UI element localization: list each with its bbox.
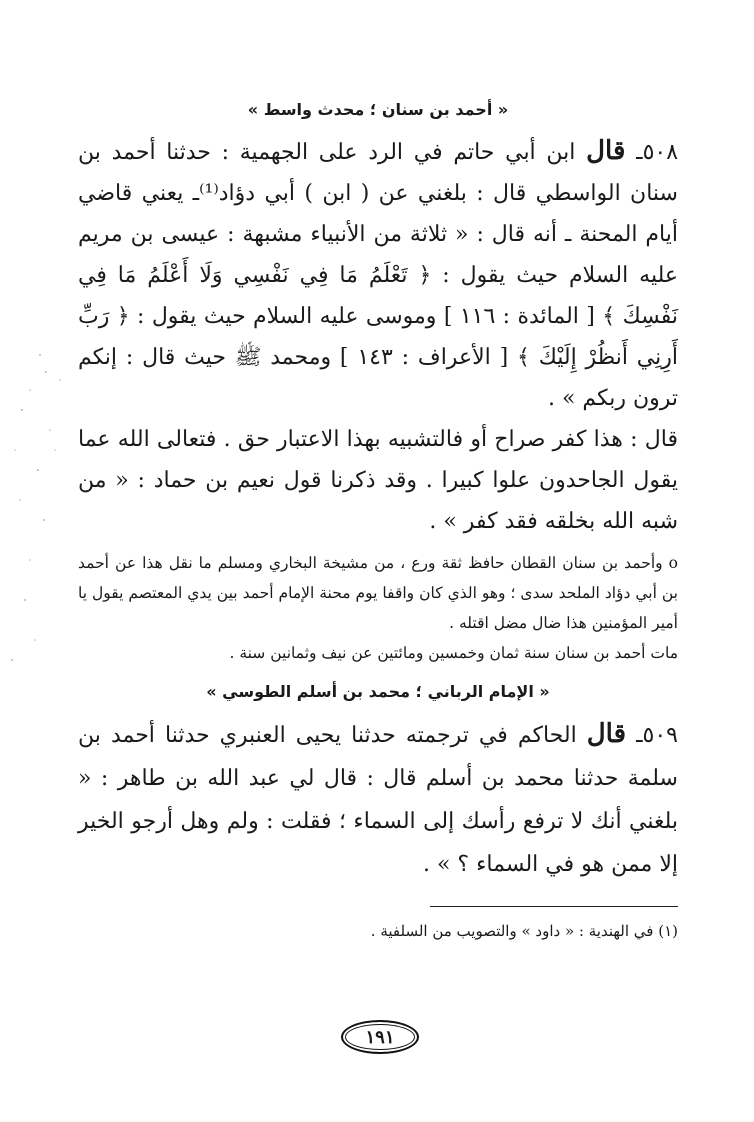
page-number: ١٩١ <box>341 1020 419 1054</box>
entry-508-commentary: قال : هذا كفر صراح أو فالتشبيه بهذا الاعتبار حق . فتعالى الله عما يقول الجاحدون علوا كبيرا . وقد ذكرنا قول نعيم بن حماد : « من شبه الله بخلقه فقد كفر » . <box>78 427 678 534</box>
entry-qal: قال <box>586 719 627 749</box>
entry-qal: قال <box>586 136 626 166</box>
section-heading-muhammad-ibn-aslam: « الإمام الرباني ؛ محمد بن أسلم الطوسي » <box>206 682 550 701</box>
entry-number: ٥٠٩ـ <box>636 723 678 748</box>
note-death-date: مات أحمد بن سنان سنة ثمان وخمسين ومائتين عن نيف وثمانين سنة . <box>229 644 678 662</box>
note-ahmad-ibn-sinan: o وأحمد بن سنان القطان حافظ ثقة ورع ، من مشيخة البخاري ومسلم ما نقل هذا عن أحمد بن أبي دؤاد الملحد سدى ؛ وهو الذي كان واقفا يوم محنة الإمام أحمد بين يدي المعتصم يقول يا أمير المؤمنين هذا ضال مضل اقتله . <box>78 554 678 632</box>
entry-text: الحاكم في ترجمته حدثنا يحيى العنبري حدثنا أحمد بن سلمة حدثنا محمد بن أسلم قال : قال لي عبد الله بن طاهر : « بلغني أنك لا ترفع رأسك إلى السماء ؛ فقلت : ولم وهل أرجو الخير إلا ممن هو في السماء ؟ » . <box>78 723 678 877</box>
footnote-separator <box>430 906 678 907</box>
page-body <box>78 92 678 886</box>
page-number-badge <box>340 1020 420 1054</box>
section-heading-ahmad-ibn-sinan: « أحمد بن سنان ؛ محدث واسط » <box>247 100 509 119</box>
biographical-note <box>78 548 678 668</box>
entry-508 <box>78 131 678 419</box>
entry-text: ابن أبي حاتم في الرد على الجهمية : حدثنا أحمد بن سنان الواسطي قال : بلغني عن ( ابن ) أبي دؤاد⁽¹⁾ـ يعني قاضي أيام المحنة ـ أنه قال : « ثلاثة من الأنبياء مشبهة : عيسى بن مريم عليه السلام حيث يقول : ﴿ تَعْلَمُ مَا فِي نَفْسِي وَلَا أَعْلَمُ مَا فِي نَفْسِكَ ﴾ [ المائدة : ١١٦ ] وموسى عليه السلام حيث يقول : ﴿ رَبِّ أَرِنِي أَنظُرْ إِلَيْكَ ﴾ [ الأعراف : ١٤٣ ] ومحمد ﷺ حيث قال : إنكم ترون ربكم » . <box>78 140 678 411</box>
entry-number: ٥٠٨ـ <box>636 140 679 165</box>
footnote-1: (١) في الهندية : « داود » والتصويب من السلفية . <box>370 922 678 940</box>
entry-509 <box>78 713 678 886</box>
